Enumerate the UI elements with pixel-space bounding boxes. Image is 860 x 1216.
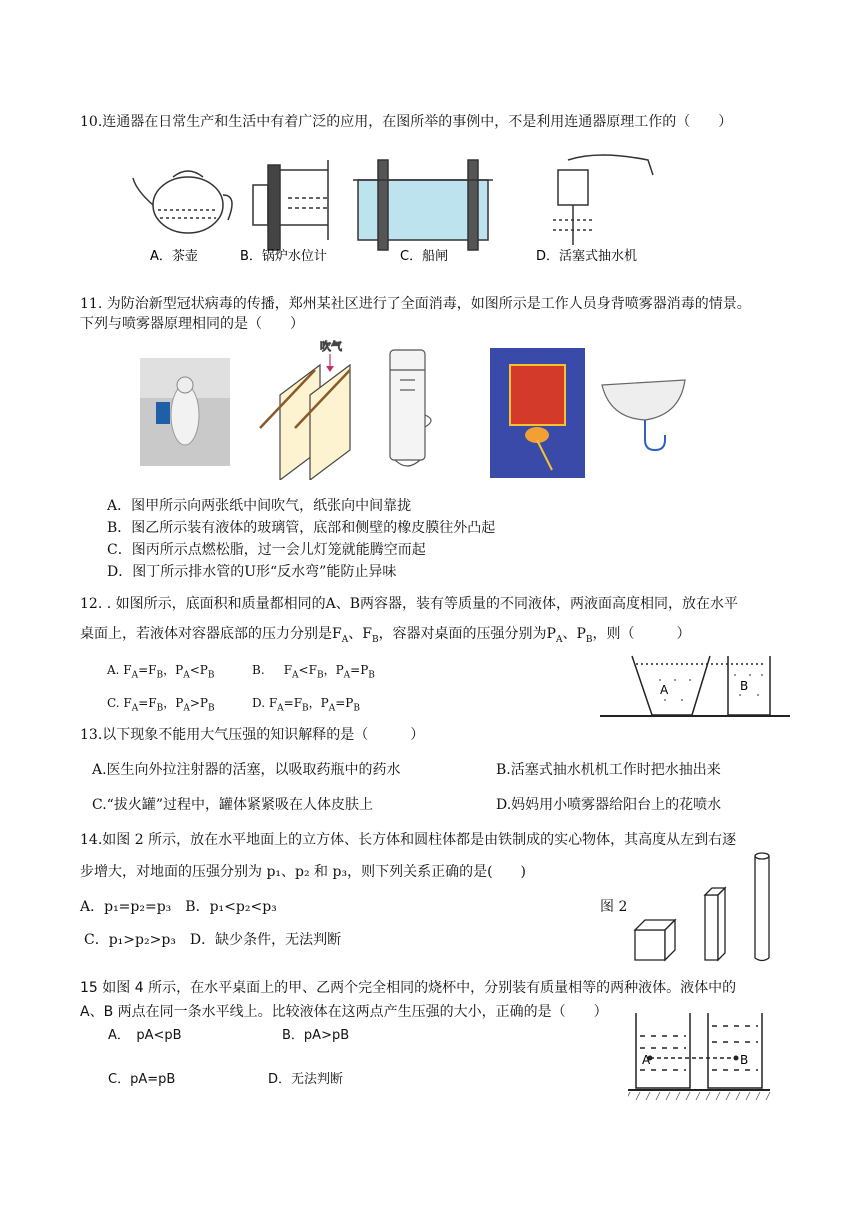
q15-option-a: A． pA<pB — [108, 1028, 182, 1043]
q13-option-b: B.活塞式抽水机机工作时把水抽出来 — [496, 762, 721, 778]
q13-option-c: C.“拔火罐”过程中，罐体紧紧吸在人体皮肤上 — [92, 797, 373, 813]
q15-option-c: C．pA=pB — [108, 1072, 176, 1087]
q10-figure — [128, 150, 668, 265]
q14-line1: 14.如图 2 所示，放在水平地面上的立方体、长方体和圆柱体都是由铁制成的实心物体，其高度从左到右逐 — [80, 832, 737, 848]
blow-label: 吹气 — [320, 340, 342, 353]
q14-figure-label: 图 2 — [600, 899, 628, 915]
boiler-gauge-icon — [253, 160, 328, 250]
container-b-label: B — [740, 679, 749, 693]
point-a-label: A — [642, 1053, 651, 1067]
q12-line1: 12. . 如图所示，底面积和质量都相同的A、B两容器，装有等质量的不同液体，两液面高度相同，放在水平 — [80, 596, 739, 612]
q15-option-b: B．pA>pB — [282, 1028, 350, 1043]
q10-caption-d: D．活塞式抽水机 — [536, 249, 638, 264]
q11-line2: 下列与喷雾器原理相同的是（ ） — [80, 316, 304, 332]
q14-figure — [630, 850, 780, 965]
q11-option-b: B．图乙所示装有液体的玻璃管，底部和侧壁的橡皮膜往外凸起 — [107, 520, 496, 536]
q14-line2: 步增大，对地面的压强分别为 p₁、p₂ 和 p₃，则下列关系正确的是( ) — [80, 864, 526, 880]
q11-option-a: A．图甲所示向两张纸中间吹气，纸张向中间靠拢 — [107, 498, 412, 514]
q13-text: 13.以下现象不能用大气压强的知识解释的是（ ） — [80, 727, 425, 743]
glass-tube-icon — [390, 350, 431, 466]
q12-option-b: B. $F_A<F_B$，$P_A=P_B$ — [252, 663, 375, 681]
q10-caption-a: A．茶壶 — [150, 249, 198, 264]
q11-option-d: D．图丁所示排水管的U形“反水弯”能防止异味 — [107, 564, 397, 580]
two-papers-icon — [260, 340, 350, 480]
sink-u-bend-icon — [602, 380, 685, 450]
q15-line2: A、B 两点在同一条水平线上。比较液体在这两点产生压强的大小，正确的是（ ） — [80, 1004, 608, 1020]
q15-option-d: D．无法判断 — [268, 1072, 344, 1087]
piston-pump-icon — [553, 155, 653, 245]
sky-lantern-icon — [490, 348, 585, 478]
q13-option-a: A.医生向外拉注射器的活塞，以吸取药瓶中的药水 — [92, 762, 401, 778]
q11-line1: 11. 为防治新型冠状病毒的传播，郑州某社区进行了全面消毒，如图所示是工作人员身背喷雾器消毒的情景。 — [80, 296, 751, 312]
sprayer-worker-photo — [140, 358, 230, 466]
q10-caption-b: B．锅炉水位计 — [240, 249, 327, 264]
q10-text: 10.连通器在日常生产和生活中有着广泛的应用，在图所举的事例中，不是利用连通器原理工作的（ ） — [80, 114, 733, 130]
q15-line1: 15 如图 4 所示，在水平桌面上的甲、乙两个完全相同的烧杯中，分别装有质量相等的两种液体。液体中的 — [80, 980, 737, 996]
container-a-label: A — [660, 683, 669, 697]
q12-line2: 桌面上，若液体对容器底部的压力分别是$F_A$、$F_B$，容器对桌面的压强分别为$P_A$、$P_B$，则（ ） — [80, 626, 691, 645]
q12-figure — [600, 650, 795, 720]
ship-lock-icon — [353, 160, 493, 250]
q10-caption-c: C．船闸 — [400, 249, 449, 264]
q12-option-a: A. $F_A=F_B$，$P_A<P_B$ — [107, 663, 215, 681]
q11-figures — [140, 340, 700, 480]
q13-option-d: D.妈妈用小喷雾器给阳台上的花喷水 — [496, 797, 722, 813]
q11-option-c: C．图丙所示点燃松脂，过一会儿灯笼就能腾空而起 — [107, 542, 426, 558]
q12-option-c: C. $F_A=F_B$，$P_A>P_B$ — [107, 696, 215, 714]
q14-option-cd: C．p₁>p₂>p₃ D．缺少条件，无法判断 — [84, 932, 342, 948]
point-b-label: B — [740, 1053, 749, 1067]
q14-option-ab: A．p₁=p₂=p₃ B．p₁<p₂<p₃ — [80, 899, 277, 915]
q15-figure — [628, 1008, 773, 1103]
teapot-icon — [133, 171, 232, 233]
q12-option-d: D. $F_A=F_B$，$P_A=P_B$ — [252, 696, 361, 714]
